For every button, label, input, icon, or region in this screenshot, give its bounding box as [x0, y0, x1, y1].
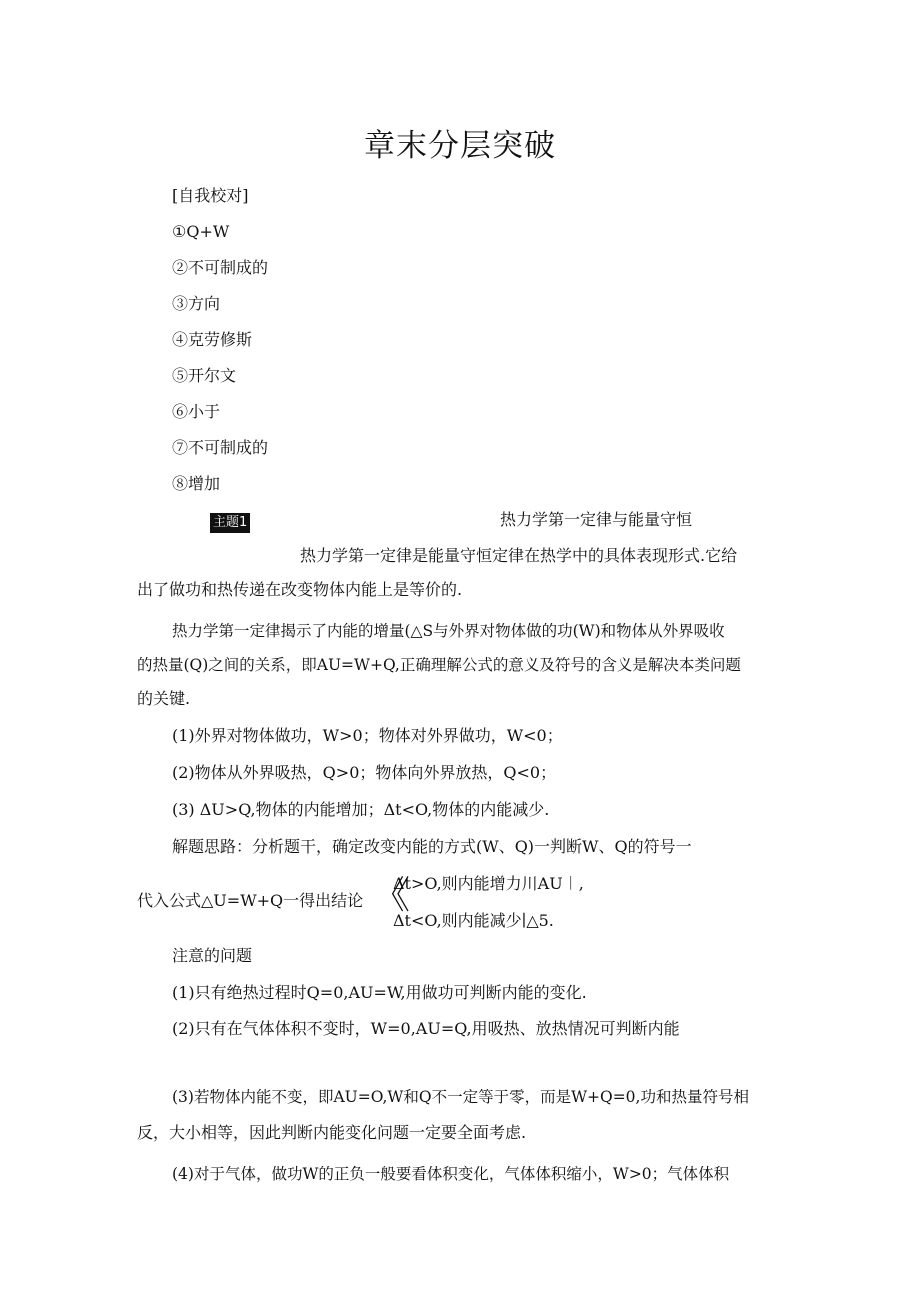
note-item: (2)只有在气体体积不变时，W=0,AU=Q,用吸热、放热情况可判断内能: [172, 1019, 680, 1038]
note-item: (3)若物体内能不变，即AU=O,W和Q不一定等于零，而是W+Q=0,功和热量符号相: [172, 1088, 749, 1106]
self-check-label: [自我校对]: [172, 186, 249, 205]
self-check-item: ①Q+W: [172, 222, 230, 241]
brace-glyph: 《: [372, 873, 411, 917]
case-positive: Δt>O,则内能增力川AU︱,: [393, 874, 584, 893]
topic-badge: 主题1: [210, 513, 250, 533]
paragraph-line: 的关键.: [137, 689, 191, 708]
self-check-item: ⑦不可制成的: [172, 438, 269, 457]
paragraph-line: 热力学第一定律是能量守恒定律在热学中的具体表现形式.它给: [300, 546, 738, 565]
page-title: 章末分层突破: [364, 128, 556, 164]
self-check-item: ⑥小于: [172, 402, 221, 421]
note-item: (4)对于气体，做功W的正负一般要看体积变化，气体体积缩小，W>0；气体体积: [172, 1165, 730, 1183]
notes-heading: 注意的问题: [172, 946, 253, 965]
self-check-item: ⑤开尔文: [172, 366, 237, 385]
paragraph-line: 热力学第一定律揭示了内能的增量(△S与外界对物体做的功(W)和物体从外界吸收: [172, 622, 725, 640]
paragraph-line: 的热量(Q)之间的关系，即AU=W+Q,正确理解公式的意义及符号的含义是解决本类问题: [137, 656, 741, 674]
self-check-item: ④克劳修斯: [172, 330, 253, 349]
topic-heading: 热力学第一定律与能量守恒: [500, 510, 693, 529]
formula-lead: 代入公式△U=W+Q一得出结论: [137, 891, 364, 910]
paragraph-line: 出了做功和热传递在改变物体内能上是等价的.: [137, 580, 463, 599]
sign-rule: (1)外界对物体做功，W>0；物体对外界做功，W<0；: [172, 726, 563, 745]
self-check-item: ②不可制成的: [172, 258, 269, 277]
case-negative: Δt<O,则内能减少∣△5.: [393, 911, 554, 930]
sign-rule: (2)物体从外界吸热，Q>0；物体向外界放热，Q<0；: [172, 763, 557, 782]
note-item: 反，大小相等，因此判断内能变化问题一定要全面考虑.: [137, 1123, 527, 1142]
self-check-item: ③方向: [172, 294, 221, 313]
self-check-item: ⑧增加: [172, 474, 221, 493]
sign-rule: (3) ΔU>Q,物体的内能增加；Δt<O,物体的内能减少.: [172, 800, 550, 819]
note-item: (1)只有绝热过程时Q=0,AU=W,用做功可判断内能的变化.: [172, 983, 587, 1002]
solution-approach: 解题思路：分析题干，确定改变内能的方式(W、Q)一判断W、Q的符号一: [172, 837, 692, 856]
